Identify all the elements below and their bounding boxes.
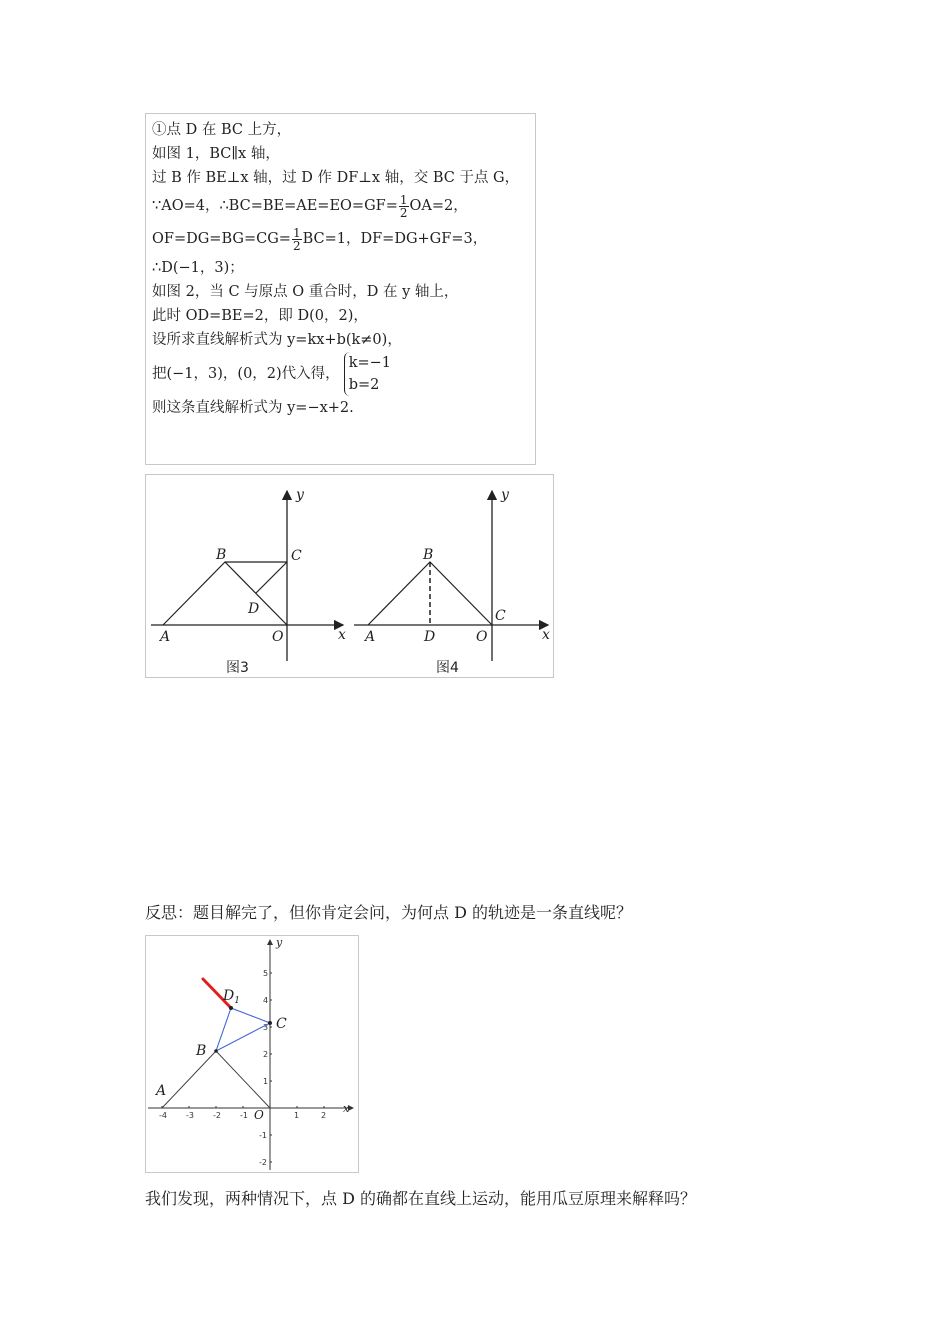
solution-panel [145, 113, 536, 465]
solution-text: OA=2， [409, 198, 468, 214]
label-b: B [196, 1043, 207, 1059]
label-d1 [222, 988, 240, 1006]
label-y: y [276, 936, 283, 949]
label-c: C [276, 1016, 287, 1032]
label-d: D [248, 601, 260, 617]
solution-line: 如图 2，当 C 与原点 O 重合时，D 在 y 轴上， [152, 284, 459, 300]
equation: k=−1 [348, 355, 391, 371]
label-d1-main: D [223, 988, 235, 1004]
solution-line: 过 B 作 BE⊥x 轴，过 D 作 DF⊥x 轴，交 BC 于点 G， [152, 170, 520, 186]
label-o: O [254, 1108, 264, 1122]
label-b: B [423, 547, 434, 563]
coordinate-graph [145, 935, 359, 1173]
triangle-abo [163, 562, 287, 625]
solution-text: ∵AO=4，∴BC=BE=AE=EO=GF= [152, 198, 398, 214]
fraction-numerator: 1 [399, 192, 408, 207]
label-a: A [365, 629, 376, 645]
point-b [214, 1049, 218, 1053]
label-c: C [495, 608, 506, 624]
triangle-bcd [216, 1008, 270, 1051]
triangle-abo [162, 1051, 270, 1108]
y-tick-label: 5 [263, 969, 269, 978]
solution-line: 则这条直线解析式为 y=−x+2. [152, 400, 354, 416]
fraction [399, 194, 409, 219]
y-tick-label: 2 [263, 1050, 269, 1059]
figure-4 [354, 487, 550, 676]
segment-cd [256, 562, 287, 593]
solution-line [152, 352, 529, 396]
label-b: B [216, 547, 227, 563]
solution-text: 把(−1，3)，(0，2)代入得， [152, 366, 340, 382]
equation-system [344, 352, 391, 396]
solution-line: 设所求直线解析式为 y=kx+b(k≠0)， [152, 332, 402, 348]
point-c [268, 1021, 272, 1025]
label-c: C [291, 548, 302, 564]
x-tick-label: 1 [294, 1111, 300, 1120]
y-tick-label: 3 [263, 1023, 269, 1032]
label-d: D [424, 629, 436, 645]
x-tick-label: 2 [321, 1111, 327, 1120]
label-d1-sub: 1 [234, 996, 240, 1006]
label-x: x [338, 627, 346, 643]
label-y: y [296, 487, 304, 503]
y-tick-label: 1 [263, 1077, 269, 1086]
fraction-numerator: 1 [292, 225, 301, 240]
graph-svg [146, 936, 360, 1174]
solution-line [152, 222, 529, 256]
solution-line: ∴D(−1，3)； [152, 260, 244, 276]
y-tick-label: 4 [263, 996, 269, 1005]
solution-line [152, 190, 529, 222]
solution-line: 如图 1，BC∥x 轴， [152, 146, 280, 162]
x-tick-label: -1 [240, 1111, 248, 1120]
x-tick-label: -4 [159, 1111, 167, 1120]
solution-text: OF=DG=BG=CG= [152, 231, 291, 247]
equation: b=2 [348, 377, 380, 393]
fraction [292, 227, 302, 252]
reflection-paragraph: 反思：题目解完了，但你肯定会问，为何点 D 的轨迹是一条直线呢？ [145, 903, 633, 922]
label-a: A [160, 629, 171, 645]
fraction-denominator: 2 [399, 205, 408, 220]
label-o: O [476, 629, 488, 645]
figures-svg [146, 475, 555, 679]
y-tick-label: -2 [259, 1158, 267, 1167]
caption-fig4: 图4 [436, 660, 459, 676]
point-d1 [229, 1006, 233, 1010]
caption-fig3: 图3 [226, 660, 249, 676]
label-x: x [343, 1102, 350, 1115]
figure-3 [151, 487, 346, 676]
label-o: O [272, 629, 284, 645]
solution-line: ①点 D 在 BC 上方， [152, 122, 292, 138]
solution-line: 此时 OD=BE=2，即 D(0，2)， [152, 308, 368, 324]
solution-text: BC=1，DF=DG+GF=3， [302, 231, 488, 247]
x-tick-label: -3 [186, 1111, 194, 1120]
fraction-denominator: 2 [292, 238, 301, 253]
label-x: x [542, 627, 550, 643]
figures-panel [145, 474, 554, 678]
x-tick-label: -2 [213, 1111, 221, 1120]
label-a: A [156, 1083, 167, 1099]
y-tick-label: -1 [259, 1131, 267, 1140]
label-y: y [501, 487, 509, 503]
conclusion-paragraph: 我们发现，两种情况下，点 D 的确都在直线上运动，能用瓜豆原理来解释吗？ [145, 1189, 697, 1208]
